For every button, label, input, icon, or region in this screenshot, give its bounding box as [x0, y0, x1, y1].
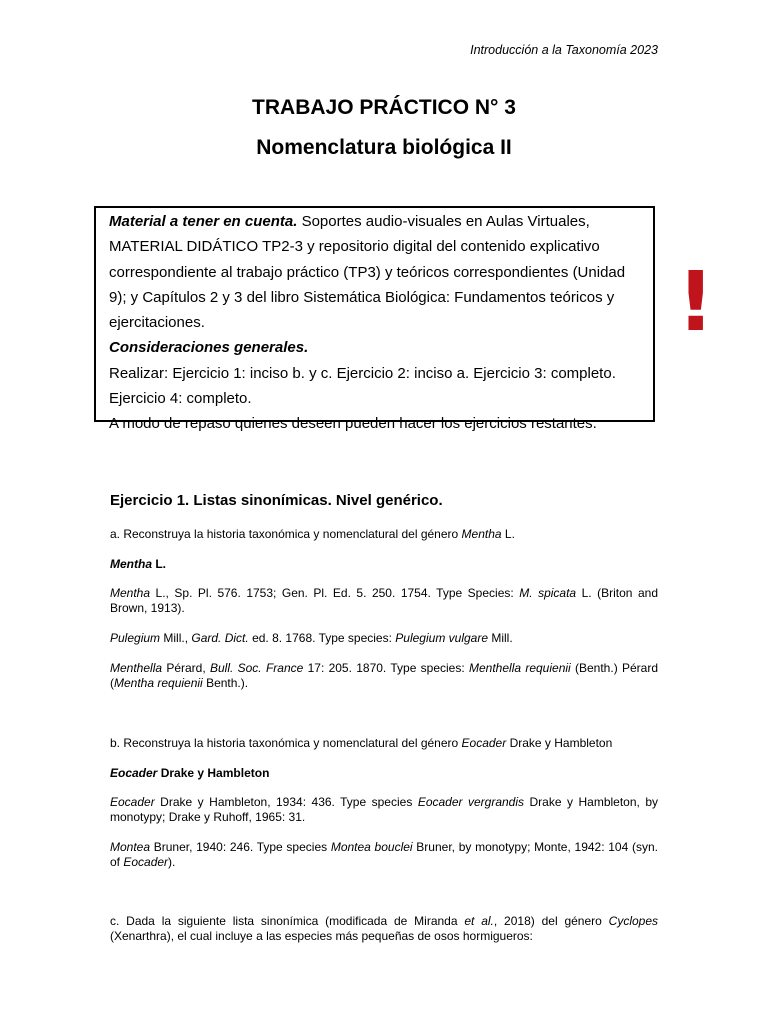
author-text: L. — [501, 527, 515, 541]
species-name: M. spicata — [519, 586, 577, 600]
entry-text: 17: 205. 1870. Type species: — [303, 661, 469, 675]
author-text: Drake y Hambleton — [157, 766, 270, 780]
repaso-text: A modo de repaso quienes deseen pueden hacer los ejercicios restantes. — [109, 415, 597, 433]
entry-text: Bruner, by monotypy; Monte, 1942: 104 (syn. of — [110, 840, 658, 869]
entry-text: Bruner, 1940: 246. Type species — [150, 840, 331, 854]
prompt-text: a. Reconstruya la historia taxonómica y nomenclatural del género — [110, 527, 462, 541]
mentha-entry — [110, 586, 658, 616]
exercise-1c-prompt — [110, 914, 658, 944]
entry-text: Mill. — [488, 631, 513, 645]
page-header-course: Introducción a la Taxonomía 2023 — [470, 43, 658, 57]
genus-name: Eocader — [110, 795, 155, 809]
prompt-text: b. Reconstruya la historia taxonómica y nomenclatural del género — [110, 736, 462, 750]
genus-name: Mentha — [461, 527, 502, 541]
genus-name: Pulegium — [110, 631, 161, 645]
genus-name: Menthella — [110, 661, 163, 675]
entry-text: Benth.). — [202, 676, 249, 690]
genus-name: Eocader — [123, 855, 169, 869]
genus-name: Cyclopes — [608, 914, 659, 928]
species-name: Eocader vergrandis — [417, 795, 525, 809]
menthella-entry — [110, 661, 658, 691]
material-text: Soportes audio-visuales en Aulas Virtuales, MATERIAL DIDÁTICO TP2-3 y repositorio digital del contenido explicativo correspondiente al trabajo práctico (TP3) y teóricos correspondientes (Unidad 9); y Capítulos 2 y 3 del libro Sistemática Biológica: Fundamentos teóricos y ejercitaciones. — [109, 213, 626, 332]
exercise-1a-prompt — [110, 527, 658, 542]
practical-title: TRABAJO PRÁCTICO N° 3 — [252, 96, 516, 119]
mentha-title — [110, 557, 658, 572]
entry-text: Drake y Hambleton, by monotypy; Drake y Ruhoff, 1965: 31. — [110, 795, 659, 824]
entry-text: Drake y Hambleton, 1934: 436. Type species — [154, 795, 418, 809]
author-text: Drake y Hambleton — [506, 736, 613, 750]
eocader-title — [110, 766, 658, 781]
exercise-1-heading: Ejercicio 1. Listas sinonímicas. Nivel genérico. — [110, 492, 443, 509]
exercise-1b-prompt — [110, 736, 658, 751]
considerations-label: Consideraciones generales. — [109, 339, 309, 357]
prompt-text: , 2018) del género — [493, 914, 609, 928]
entry-text: ed. 8. 1768. Type species: — [248, 631, 396, 645]
author-text: L. — [152, 557, 166, 571]
publication-name: Bull. Soc. France — [209, 661, 304, 675]
prompt-text: c. Dada la siguiente lista sinonímica (modificada de Miranda — [110, 914, 465, 928]
entry-text: L. (Briton and Brown, 1913). — [110, 586, 659, 615]
species-name: Mentha requienii — [114, 676, 203, 690]
realizar-text: Realizar: Ejercicio 1: inciso b. y c. Ejercicio 2: inciso a. Ejercicio 3: completo. Ejercicio 4: completo. — [109, 364, 616, 408]
entry-text: (Benth.) Pérard ( — [110, 661, 659, 690]
exclamation-icon: ! — [677, 255, 715, 350]
montea-entry — [110, 840, 658, 870]
eocader-entry — [110, 795, 658, 825]
species-name: Pulegium vulgare — [395, 631, 488, 645]
genus-name: Eocader — [461, 736, 507, 750]
genus-name: Eocader — [110, 766, 158, 780]
genus-name: Montea — [110, 840, 151, 854]
instructions-box — [94, 206, 655, 433]
entry-text: Pérard, — [162, 661, 210, 675]
genus-name: Mentha — [110, 586, 151, 600]
material-label: Material a tener en cuenta. — [109, 213, 298, 230]
practical-subtitle: Nomenclatura biológica II — [256, 136, 512, 159]
prompt-text: (Xenarthra), el cual incluye a las especies más pequeñas de osos hormigueros: — [110, 929, 533, 943]
material-paragraph — [109, 209, 645, 335]
publication-name: Gard. Dict. — [191, 631, 249, 645]
citation-etal: et al. — [464, 914, 494, 928]
species-name: Menthella requienii — [469, 661, 571, 675]
entry-text: Mill., — [160, 631, 192, 645]
entry-text: ). — [168, 855, 176, 869]
species-name: Montea bouclei — [330, 840, 413, 854]
genus-name: Mentha — [110, 557, 152, 571]
pulegium-entry — [110, 631, 658, 646]
entry-text: L., Sp. Pl. 576. 1753; Gen. Pl. Ed. 5. 250. 1754. Type Species: — [150, 586, 520, 600]
